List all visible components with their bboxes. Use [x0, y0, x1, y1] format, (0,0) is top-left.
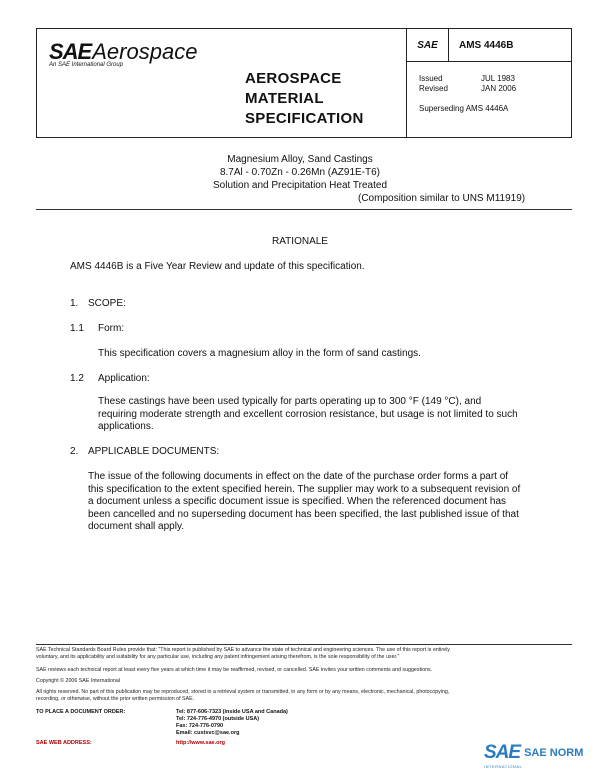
section-1-title: SCOPE:	[88, 298, 126, 309]
paragraph-line: These castings have been used typically for parts operating up to 300 °F (149 °C), and	[98, 396, 482, 407]
section-2-number: 2.	[70, 446, 79, 457]
paragraph-line: applications.	[98, 421, 154, 432]
spec-title-line-3: Solution and Precipitation Heat Treated	[213, 180, 387, 191]
issued-label: Issued	[419, 74, 443, 83]
spec-header	[36, 28, 572, 138]
order-label: TO PLACE A DOCUMENT ORDER:	[36, 709, 126, 715]
document-number: AMS 4446B	[459, 39, 514, 51]
spec-title-line-2: 8.7Al - 0.70Zn - 0.26Mn (AZ91E-T6)	[219, 167, 381, 178]
footer-rules-line: voluntary, and its applicability and suitability for any particular use, including any patent infringement arising therefrom, is the sole responsibility of the user."	[36, 654, 400, 660]
section-1-number: 1.	[70, 298, 79, 309]
section-2-paragraph	[88, 471, 520, 534]
title-line-2: MATERIAL	[245, 90, 324, 107]
order-tel-outside[interactable]: Tel: 724-776-4970 (outside USA)	[176, 716, 260, 722]
paragraph-line: a document unless a specific document issue is specified. When the referenced document has	[88, 496, 507, 507]
paragraph-line: been cancelled and no superseding document has been specified, the last published issue of that	[88, 508, 519, 520]
order-fax: Fax: 724-776-0790	[176, 723, 224, 729]
sae-website-link[interactable]: http://www.sae.org	[176, 740, 225, 746]
title-line-1: AEROSPACE	[245, 70, 342, 87]
section-1-2-title: Application:	[98, 373, 150, 384]
revised-label: Revised	[419, 84, 448, 93]
rationale-text: AMS 4446B is a Five Year Review and update of this specification.	[70, 261, 365, 272]
section-2-title: APPLICABLE DOCUMENTS:	[88, 446, 220, 457]
watermark-sae-text: SAE	[484, 742, 521, 763]
footer-copyright: Copyright © 2006 SAE International	[36, 678, 120, 684]
logo-aerospace-text: Aerospace	[92, 39, 198, 64]
doc-number-row	[407, 29, 571, 62]
order-email-link[interactable]: Email: custsvc@sae.org	[176, 730, 240, 736]
document-type-title	[245, 69, 364, 129]
footer-rights-line: All rights reserved. No part of this publication may be reproduced, stored in a retrieval system or transmitted, in any form or by any means, electronic, mechanical, photocopying,	[36, 689, 450, 695]
watermark-norm-text: SAE NORM	[524, 747, 584, 759]
issued-date: JUL 1983	[481, 74, 515, 83]
footer-rules-line: SAE Technical Standards Board Rules provide that: "This report is published by SAE to advance the state of technical and engineering sciences. The use of this report is entirely	[36, 647, 450, 653]
logo-tagline: An SAE International Group	[49, 62, 124, 68]
sae-norm-watermark	[484, 742, 583, 764]
section-1-1-title: Form:	[98, 323, 125, 334]
date-block	[407, 62, 571, 114]
web-address-block	[36, 740, 336, 748]
footer-rights	[36, 689, 449, 703]
mini-sae-logo: SAE	[407, 29, 449, 61]
footer-rights-line: recording, or otherwise, without the prior written permission of SAE.	[36, 696, 195, 702]
superseding-note: Superseding AMS 4446A	[419, 104, 509, 113]
spec-title-line-4: (Composition similar to UNS M11919)	[358, 193, 526, 204]
header-right-panel	[407, 29, 571, 137]
revised-date: JAN 2006	[481, 84, 517, 93]
footer-review-note: SAE reviews each technical report at least every five years at which time it may be reaffirmed, revised, or cancelled. SAE invites your written comments and suggestions.	[36, 667, 433, 673]
header-left-panel	[37, 29, 407, 137]
paragraph-line: requiring moderate strength and excellent corrosion resistance, but usage is not limited to such	[98, 408, 518, 420]
paragraph-line: this specification to the extent specified herein. The supplier may work to a subsequent revision of	[88, 483, 521, 495]
title-divider	[36, 209, 572, 210]
watermark-subtext: INTERNATIONAL	[484, 764, 523, 769]
web-address-label: SAE WEB ADDRESS:	[36, 740, 92, 746]
section-1-2-number: 1.2	[70, 373, 84, 384]
sae-aerospace-logo	[49, 39, 197, 68]
footer-rules	[36, 647, 450, 661]
order-tel-usa[interactable]: Tel: 877-606-7323 (inside USA and Canada)	[176, 709, 288, 715]
rationale-heading: RATIONALE	[272, 236, 328, 247]
section-1-1-text: This specification covers a magnesium alloy in the form of sand castings.	[98, 348, 421, 359]
footer-divider	[36, 644, 572, 645]
logo-sae-text: SAE	[49, 39, 92, 64]
section-1-2-paragraph	[98, 396, 518, 434]
title-line-3: SPECIFICATION	[245, 110, 364, 127]
spec-title-line-1: Magnesium Alloy, Sand Castings	[227, 154, 373, 165]
paragraph-line: The issue of the following documents in effect on the date of the purchase order forms a part of	[88, 471, 509, 482]
section-1-1-number: 1.1	[70, 323, 84, 334]
paragraph-line: document shall apply.	[88, 521, 184, 532]
